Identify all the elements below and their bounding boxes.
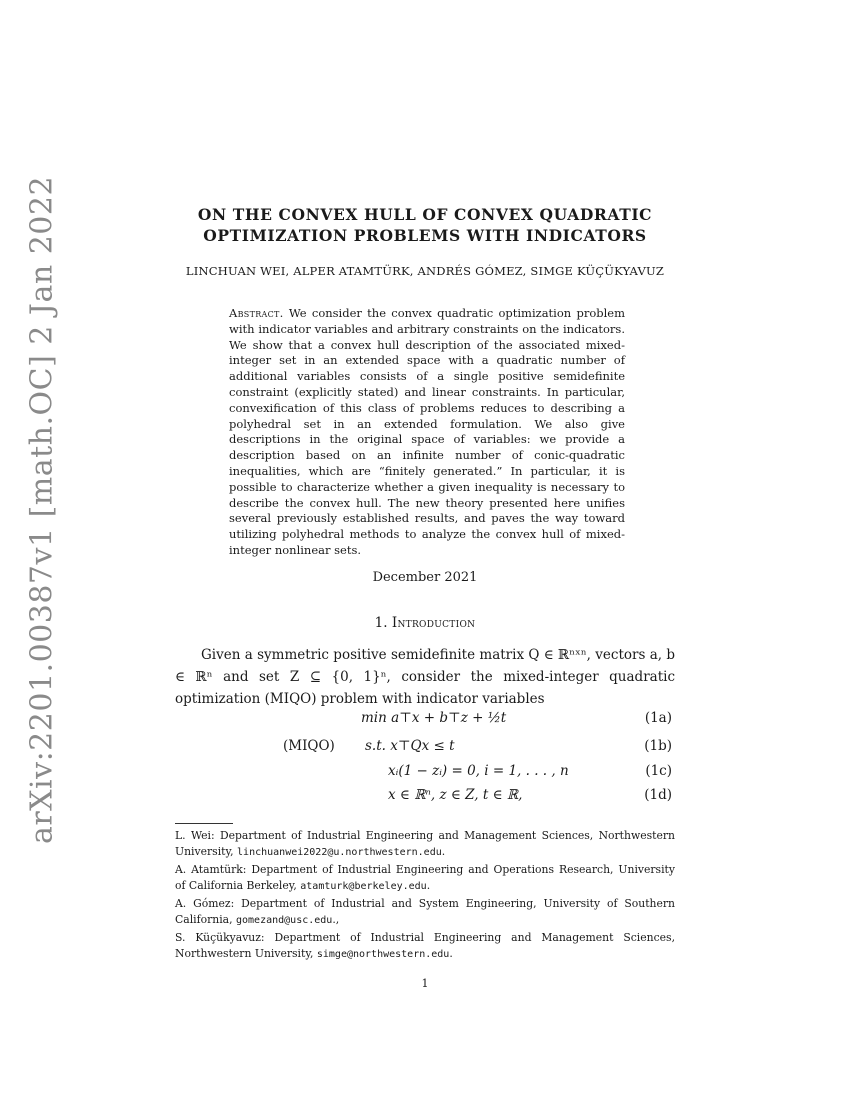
- paper-date: December 2021: [372, 570, 478, 585]
- footnote: A. Gómez: Department of Industrial and System Engineering, University of Southern California, gomezand@usc.edu.,: [175, 897, 675, 926]
- section-title: Introduction: [391, 615, 476, 631]
- section-heading-introduction: [175, 615, 675, 631]
- equation-number: (1d): [644, 787, 672, 803]
- equation-number: (1c): [645, 763, 672, 779]
- section-number: 1.: [374, 615, 388, 631]
- abstract-text: We consider the convex quadratic optimization problem with indicator variables and arbitrary constraints on the indicators. We show that a convex hull description of the associated mixed-integer set in an extended space with a quadratic number of additional variables consists of a single positive semidefinite constraint (explicitly stated) and linear constraints. In particular, convexification of this class of problems reduces to describing a polyhedral set in an extended formulation. We also give descriptions in the original space of variables: we provide a description based on an infinite number of conic-quadratic inequalities, which are “finitely generated.” In particular, it is possible to characterize whether a given inequality is necessary to describe the convex hull. The new theory presented here unifies several previously established results, and paves the way toward utilizing polyhedral methods to analyze the convex hull of mixed-integer nonlinear sets.: [229, 306, 625, 557]
- equation-expression: s.t. x⊤Qx ≤ t: [365, 738, 455, 754]
- equation-number: (1b): [644, 738, 672, 754]
- email-link[interactable]: simge@northwestern.edu: [316, 949, 450, 960]
- email-link[interactable]: atamturk@berkeley.edu: [300, 881, 427, 892]
- miqo-label: (MIQO): [283, 738, 335, 754]
- email-link[interactable]: linchuanwei2022@u.northwestern.edu: [237, 847, 442, 858]
- email-link[interactable]: gomezand@usc.edu: [235, 915, 333, 926]
- author-list: LINCHUAN WEI, ALPER ATAMTÜRK, ANDRÉS GÓMEZ, SIMGE KÜÇÜKYAVUZ: [185, 264, 665, 278]
- footnote: L. Wei: Department of Industrial Engineering and Management Sciences, Northwestern University, linchuanwei2022@u.northwestern.edu.: [175, 829, 675, 858]
- equation-row: [175, 710, 675, 732]
- introduction-paragraph: Given a symmetric positive semidefinite matrix Q ∈ ℝⁿˣⁿ, vectors a, b ∈ ℝⁿ and set Z ⊆ {0, 1}ⁿ, consider the mixed-integer quadratic optimization (MIQO) problem with indicator variables: [175, 647, 675, 707]
- arxiv-identifier-stamp: arXiv:2201.00387v1 [math.OC] 2 Jan 2022: [24, 175, 60, 845]
- paper-title: [175, 204, 675, 246]
- author-affiliation-footnotes: [175, 828, 675, 964]
- equation-row: [175, 763, 675, 785]
- title-line-2: OPTIMIZATION PROBLEMS WITH INDICATORS: [203, 226, 647, 245]
- footnote: S. Küçükyavuz: Department of Industrial Engineering and Management Sciences, Northwestern University, simge@northwestern.edu.: [175, 931, 675, 960]
- abstract: [229, 306, 625, 559]
- equation-number: (1a): [644, 710, 672, 726]
- equation-expression: min a⊤x + b⊤z + ½t: [361, 710, 507, 726]
- abstract-label: Abstract.: [229, 306, 284, 320]
- page-number: 1: [421, 977, 429, 990]
- equation-row: [175, 738, 675, 760]
- equation-expression: x ∈ ℝⁿ, z ∈ Z, t ∈ ℝ,: [388, 787, 523, 803]
- footnote: A. Atamtürk: Department of Industrial Engineering and Operations Research, University of California Berkeley, atamturk@berkeley.edu.: [175, 863, 675, 892]
- title-line-1: ON THE CONVEX HULL OF CONVEX QUADRATIC: [197, 205, 653, 224]
- footnote-divider: [175, 823, 233, 824]
- equation-row: [175, 787, 675, 809]
- equation-expression: xᵢ(1 − zᵢ) = 0, i = 1, . . . , n: [388, 763, 569, 779]
